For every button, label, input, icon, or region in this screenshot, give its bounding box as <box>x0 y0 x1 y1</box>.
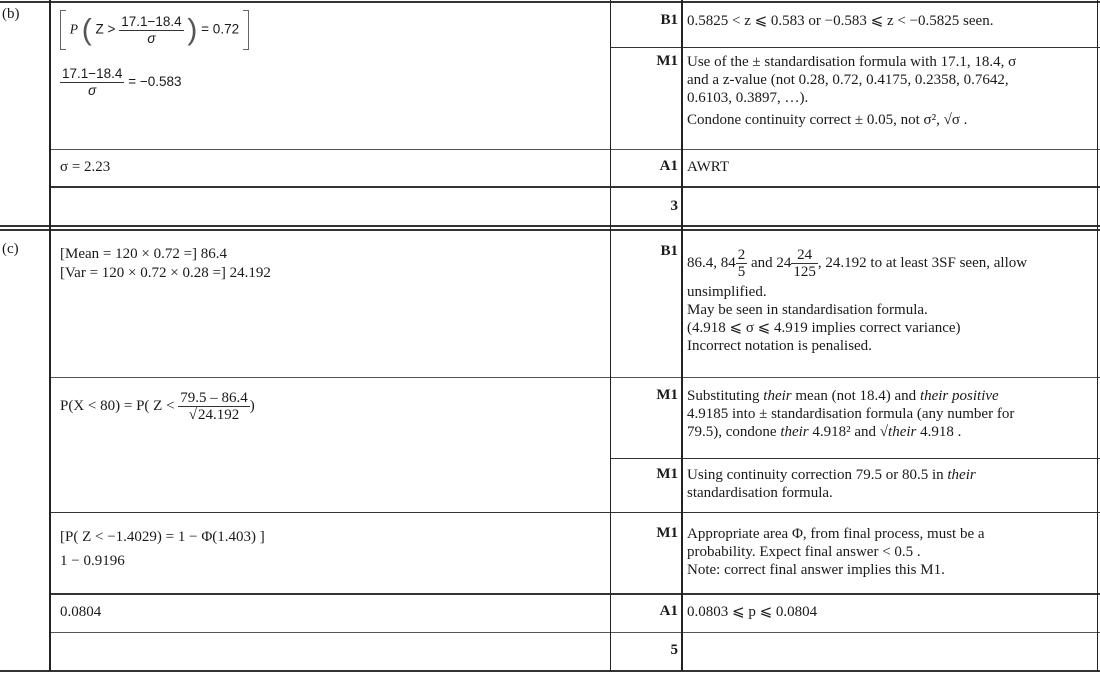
working-b-answer: σ = 2.23 <box>60 159 111 175</box>
table-rule <box>49 632 1100 633</box>
table-rule <box>0 1 1100 3</box>
prob-symbol: P <box>69 21 79 37</box>
mark-note: 86.4, 84 $\frac{2}{5}$ and 24 $\frac{24}{125}$ , 24.192 to at least 3SF seen, allow unsimplified. May be seen in standardisation formula. (4.918 ⩽ σ ⩽ 4.919 implies correct variance) Incorrect notation is penalised. <box>687 247 1028 354</box>
equals-value: = −0.583 <box>128 74 182 90</box>
mark-code: M1 <box>656 53 678 69</box>
table-rule <box>0 229 1100 231</box>
fraction: $\frac{2}{5}$ <box>737 247 746 281</box>
working-c-answer: 0.0804 <box>60 604 102 620</box>
mark-note: 0.5825 < z ⩽ 0.583 or −0.583 ⩽ z < −0.5825 seen. <box>687 13 994 29</box>
table-rule <box>49 377 1100 378</box>
left-paren: ( <box>81 13 92 47</box>
mark-code: M1 <box>656 466 678 482</box>
table-rule <box>49 0 51 671</box>
mark-code: B1 <box>660 243 678 259</box>
fraction: $\frac{24}{125}$ <box>793 247 816 281</box>
mark-code: A1 <box>659 158 678 174</box>
equals-value: = 0.72 <box>201 21 240 37</box>
mark-code: M1 <box>656 525 678 541</box>
table-rule <box>610 458 1100 459</box>
table-rule <box>49 149 1100 150</box>
fraction: $\frac{17.1-18.4}{\sigma}$ <box>62 66 123 98</box>
table-rule <box>49 512 1100 513</box>
table-rule <box>610 0 611 671</box>
question-part-label-c: (c) <box>2 241 19 257</box>
working-c-standardise: P(X < 80) = P( Z < $\frac{79.5 - 86.4}{√24.192}$ ) <box>60 390 255 423</box>
mark-code: M1 <box>656 387 678 403</box>
table-rule <box>610 47 1100 48</box>
table-rule <box>681 0 683 671</box>
table-rule <box>0 670 1100 672</box>
mark-note: Appropriate area Φ, from final process, must be a probability. Expect final answer < 0.5 . Note: correct final answer implies this M1. <box>687 526 985 578</box>
total-marks-c: 5 <box>670 642 678 658</box>
z-inequality: Z > <box>95 21 116 37</box>
table-rule <box>0 225 1100 227</box>
mark-note: 0.0803 ⩽ p ⩽ 0.0804 <box>687 604 818 620</box>
right-bracket <box>243 10 249 50</box>
working-b-zvalue <box>60 66 182 99</box>
total-marks-b: 3 <box>670 198 678 214</box>
question-part-label-b: (b) <box>2 6 20 22</box>
table-rule <box>49 186 1100 188</box>
working-c-mean-var: [Mean = 120 × 0.72 =] 86.4 [Var = 120 × 0.72 × 0.28 =] 24.192 <box>60 246 271 281</box>
mark-code: A1 <box>659 603 678 619</box>
mark-code: B1 <box>660 12 678 28</box>
table-rule <box>1097 0 1098 671</box>
working-c-probability: [P( Z < −1.4029) = 1 − Φ(1.403) ] 1 − 0.9196 <box>60 529 265 569</box>
mark-note: AWRT <box>687 159 730 175</box>
fraction: $\frac{79.5 - 86.4}{√24.192}$ <box>180 390 248 423</box>
mark-note: Using continuity correction 79.5 or 80.5 in their standardisation formula. <box>687 467 976 501</box>
fraction: $\frac{17.1-18.4}{\sigma}$ <box>121 13 182 46</box>
mark-note: Substituting their mean (not 18.4) and their positive 4.9185 into ± standardisation formula (any number for 79.5), condone their 4.918² and √their 4.918 . <box>687 388 1015 440</box>
left-bracket <box>60 10 66 50</box>
right-paren: ) <box>187 13 198 47</box>
working-b-equation <box>60 10 249 50</box>
table-rule <box>49 593 1100 595</box>
mark-note: Use of the ± standardisation formula with 17.1, 18.4, σ and a z-value (not 0.28, 0.72, 0.4175, 0.2358, 0.7642, 0.6103, 0.3897, …). Condone continuity correct ± 0.05, not σ², √σ . <box>687 54 1017 128</box>
